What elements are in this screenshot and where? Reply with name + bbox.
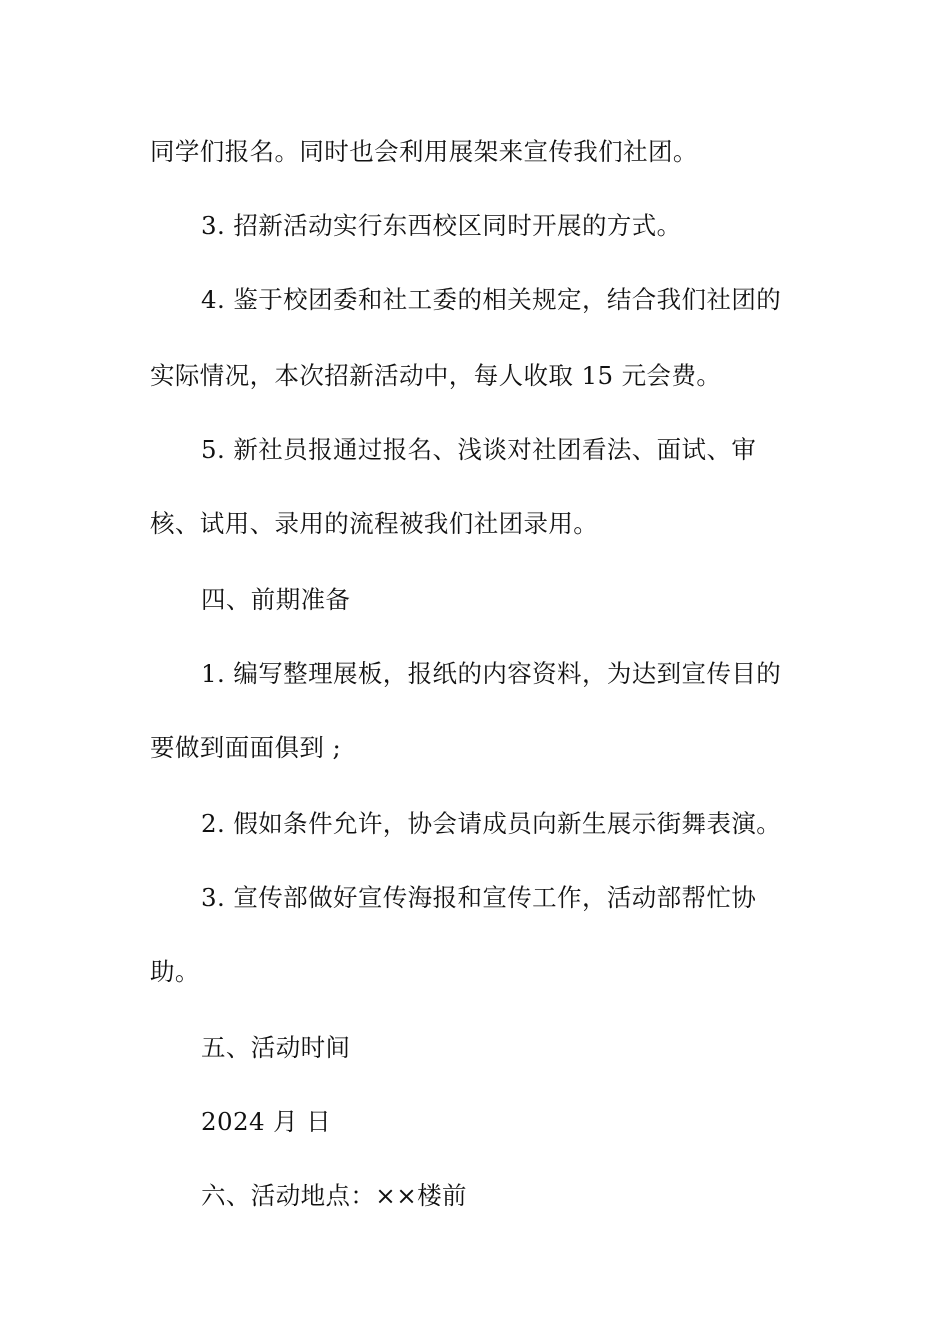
section-heading: 四、前期准备 [201, 585, 351, 614]
paragraph-line: 要做到面面俱到 ; [150, 733, 342, 762]
paragraph-line: 同学们报名。同时也会利用展架来宣传我们社团。 [150, 137, 698, 166]
section-heading: 六、活动地点：××楼前 [201, 1181, 467, 1210]
list-item-line: 5. 新社员报通过报名、浅谈对社团看法、面试、审 [201, 435, 757, 464]
paragraph-line: 助。 [150, 957, 200, 986]
section-heading: 五、活动时间 [201, 1033, 351, 1062]
paragraph-line: 核、试用、录用的流程被我们社团录用。 [150, 509, 599, 538]
list-item-line: 3. 招新活动实行东西校区同时开展的方式。 [201, 211, 682, 240]
list-item-line: 2. 假如条件允许，协会请成员向新生展示街舞表演。 [201, 809, 782, 838]
list-item-line: 1. 编写整理展板，报纸的内容资料，为达到宣传目的 [201, 659, 782, 688]
date-line: 2024 月 日 [201, 1107, 332, 1136]
paragraph-line: 实际情况，本次招新活动中，每人收取 15 元会费。 [150, 361, 722, 390]
list-item-line: 4. 鉴于校团委和社工委的相关规定，结合我们社团的 [201, 285, 782, 314]
list-item-line: 3. 宣传部做好宣传海报和宣传工作，活动部帮忙协 [201, 883, 757, 912]
